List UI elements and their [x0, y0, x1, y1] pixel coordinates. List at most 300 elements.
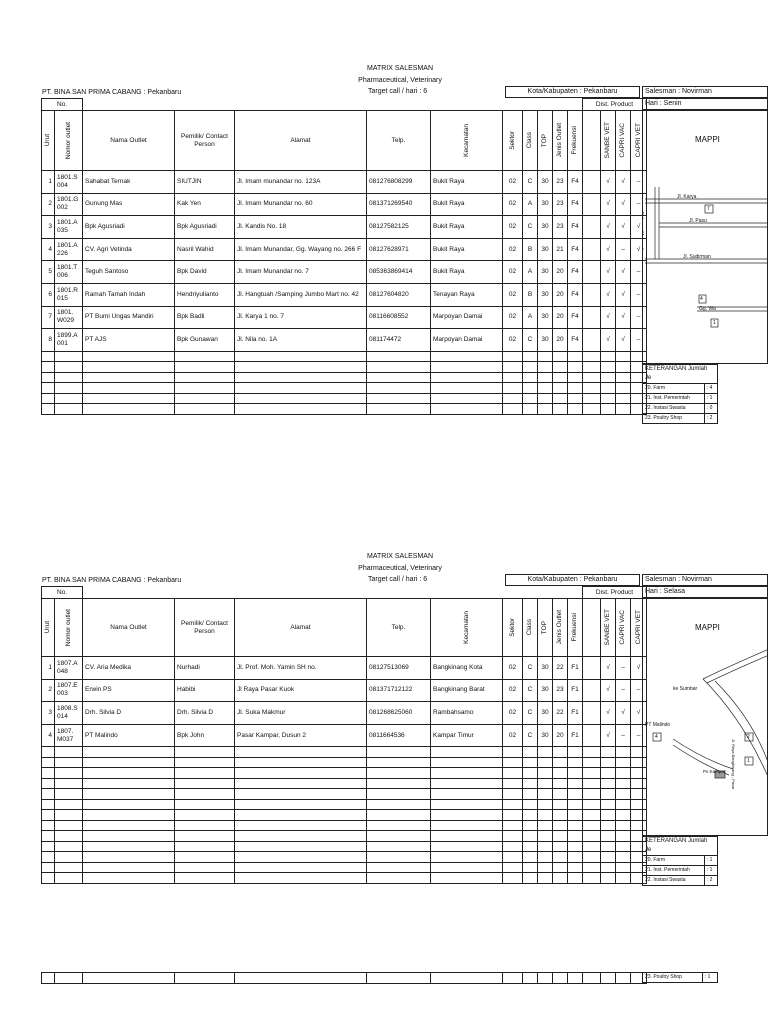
row-capri-vac: √	[616, 171, 631, 194]
row-spacer	[583, 329, 601, 352]
row-spacer	[583, 216, 601, 239]
row-jenis-outlet: 20	[553, 306, 568, 329]
keterangan-table-selasa	[642, 836, 718, 886]
row-class: C	[523, 216, 538, 239]
row-spacer	[583, 261, 601, 284]
row-class: C	[523, 171, 538, 194]
keterangan-label: 23. Poultry Shop	[643, 414, 705, 424]
row-alamat: Jl Raya Pasar Kuok	[235, 679, 367, 702]
row-telp: 08127604820	[367, 283, 431, 306]
header-nomor-outlet: Nomor outlet	[64, 121, 72, 160]
row-class: A	[523, 306, 538, 329]
row-urut: 7	[42, 306, 55, 329]
header-class: Class	[526, 619, 533, 636]
row-alamat: Jl. Prof. Moh. Yamin SH no.	[235, 657, 367, 680]
map-label: Jl. Imam Munandar	[642, 211, 644, 254]
header-capri-vet: CAPRI VET	[634, 610, 642, 645]
route-map-senin	[642, 110, 768, 364]
row-nomor-outlet: 1801.R 015	[55, 283, 83, 306]
row-urut: 2	[42, 193, 55, 216]
row-sanbe-vet: √	[601, 329, 616, 352]
row-top: 30	[538, 724, 553, 747]
row-sanbe-vet: √	[601, 261, 616, 284]
row-nomor-outlet: 1807.E 003	[55, 679, 83, 702]
row-nama-outlet: Gunung Mas	[83, 193, 175, 216]
row-kecamatan: Marpoyan Damai	[431, 329, 503, 352]
row-telp: 08127513069	[367, 657, 431, 680]
row-kecamatan: Bangkinang Kota	[431, 657, 503, 680]
row-sektor: 02	[503, 679, 523, 702]
row-capri-vet: –	[631, 724, 647, 747]
keterangan-value: : 4	[704, 384, 717, 394]
row-sanbe-vet: √	[601, 238, 616, 261]
row-top: 30	[538, 306, 553, 329]
keterangan-label: 23. Poultry Shop	[643, 973, 703, 983]
row-jenis-outlet: 23	[553, 171, 568, 194]
row-nomor-outlet: 1801.S 004	[55, 171, 83, 194]
kota-label: Kota/Kabupaten : Pekanbaru	[505, 574, 640, 586]
empty-row	[42, 393, 647, 404]
row-top: 30	[538, 657, 553, 680]
row-nama-outlet: Bpk Agusriadi	[83, 216, 175, 239]
header-class: Class	[526, 132, 533, 149]
row-nama-outlet: PT AJS	[83, 329, 175, 352]
row-frekuensi: F1	[568, 724, 583, 747]
map-marker: 4	[655, 734, 658, 740]
row-kecamatan: Tenayan Raya	[431, 283, 503, 306]
row-sektor: 02	[503, 193, 523, 216]
row-capri-vac: √	[616, 329, 631, 352]
row-class: C	[523, 657, 538, 680]
row-nama-outlet: CV. Aria Medika	[83, 657, 175, 680]
empty-row	[42, 768, 647, 779]
table-row	[42, 171, 647, 194]
row-nama-outlet: CV. Agri Vetinda	[83, 238, 175, 261]
sheet-title: MATRIX SALESMAN	[367, 65, 433, 72]
row-class: C	[523, 724, 538, 747]
row-jenis-outlet: 23	[553, 216, 568, 239]
row-capri-vac: –	[616, 238, 631, 261]
header-capri-vac: CAPRI VAC	[619, 123, 626, 158]
empty-row	[42, 810, 647, 821]
header-dist-product: Dist. Product	[583, 99, 647, 111]
row-alamat: Jl. Kandis No. 18	[235, 216, 367, 239]
keterangan-label: 20. Farm	[643, 856, 705, 866]
table-row	[42, 283, 647, 306]
row-nama-outlet: Drh. Silvia D	[83, 702, 175, 725]
row-sektor: 02	[503, 724, 523, 747]
row-pemilik: Nasril Wahid	[175, 238, 235, 261]
row-pemilik: Habibi	[175, 679, 235, 702]
row-nomor-outlet: 1808.S 014	[55, 702, 83, 725]
row-nomor-outlet: 1899.A 001	[55, 329, 83, 352]
row-pemilik: Bpk Badli	[175, 306, 235, 329]
row-capri-vac: –	[616, 657, 631, 680]
map-label: Jl. Karya	[677, 194, 697, 200]
header-urut: Urut	[44, 621, 51, 634]
row-pemilik: Hendriyulianto	[175, 283, 235, 306]
row-alamat: Jl. Imam munandar no. 123A	[235, 171, 367, 194]
row-capri-vet: –	[631, 679, 647, 702]
row-pemilik: Nurhadi	[175, 657, 235, 680]
row-class: C	[523, 679, 538, 702]
row-nama-outlet: Erwin PS	[83, 679, 175, 702]
row-kecamatan: Bukit Raya	[431, 193, 503, 216]
row-class: C	[523, 329, 538, 352]
map-marker: 1	[747, 758, 750, 764]
row-capri-vet: –	[631, 193, 647, 216]
row-alamat: Jl. Imam Munandar, Gg. Wayang no. 266 F	[235, 238, 367, 261]
row-capri-vac: –	[616, 724, 631, 747]
kota-label: Kota/Kabupaten : Pekanbaru	[505, 86, 640, 98]
row-frekuensi: F4	[568, 261, 583, 284]
row-telp: 085363869414	[367, 261, 431, 284]
row-sektor: 02	[503, 216, 523, 239]
row-alamat: Jl. Imam Munandar no. 60	[235, 193, 367, 216]
row-spacer	[583, 193, 601, 216]
row-spacer	[583, 702, 601, 725]
row-nomor-outlet: 1801.T 006	[55, 261, 83, 284]
row-urut: 4	[42, 724, 55, 747]
row-jenis-outlet: 20	[553, 329, 568, 352]
header-no: No.	[42, 587, 83, 599]
header-sektor: Sektor	[508, 131, 516, 150]
row-jenis-outlet: 22	[553, 702, 568, 725]
row-pemilik: Bpk Agusriadi	[175, 216, 235, 239]
mappi-label: MAPPI	[695, 135, 720, 144]
row-nomor-outlet: 1801.G 002	[55, 193, 83, 216]
row-alamat: Pasar Kampar, Dusun 2	[235, 724, 367, 747]
row-top: 30	[538, 329, 553, 352]
row-frekuensi: F4	[568, 171, 583, 194]
row-top: 30	[538, 216, 553, 239]
keterangan-value: : 0	[704, 404, 717, 414]
row-nomor-outlet: 1807.A 048	[55, 657, 83, 680]
keterangan-label: 21. Inst. Pemerintah	[643, 394, 705, 404]
row-telp: 08116608552	[367, 306, 431, 329]
row-telp: 081371269540	[367, 193, 431, 216]
row-sanbe-vet: √	[601, 679, 616, 702]
row-class: B	[523, 238, 538, 261]
header-nomor-outlet: Nomor outlet	[64, 608, 72, 647]
map-label: Ps Kampar	[703, 769, 726, 774]
header-frekuensi: Frekuensi	[571, 613, 578, 642]
map-marker: 4	[700, 296, 703, 302]
empty-row	[42, 372, 647, 383]
row-spacer	[583, 283, 601, 306]
map-drawing	[643, 111, 768, 364]
empty-row	[42, 862, 647, 873]
header-top: TOP	[541, 620, 548, 635]
mappi-label: MAPPI	[695, 623, 720, 632]
header-top: TOP	[541, 133, 548, 148]
keterangan-label: 22. Instasi Swasta	[643, 876, 705, 886]
keterangan-title: KETERANGAN Jumlah Je	[643, 837, 718, 856]
row-alamat: Jl. Nila no. 1A	[235, 329, 367, 352]
header-telp: Telp.	[367, 599, 431, 657]
header-alamat: Alamat	[235, 111, 367, 171]
row-capri-vet: –	[631, 171, 647, 194]
row-sektor: 02	[503, 283, 523, 306]
hari-label: Hari : Senin	[642, 98, 768, 110]
empty-row	[42, 831, 647, 842]
empty-row	[42, 778, 647, 789]
row-sanbe-vet: √	[601, 283, 616, 306]
row-top: 30	[538, 261, 553, 284]
empty-row	[42, 362, 647, 373]
header-jenis-outlet: Jenis Outlet	[556, 123, 563, 158]
empty-row	[42, 841, 647, 852]
header-capri-vac: CAPRI VAC	[619, 610, 626, 645]
row-nama-outlet: PT Bumi Ungas Mandiri	[83, 306, 175, 329]
row-capri-vet: √	[631, 238, 647, 261]
company-label: PT. BINA SAN PRIMA CABANG : Pekanbaru	[42, 89, 182, 96]
row-capri-vet: –	[631, 261, 647, 284]
row-class: A	[523, 261, 538, 284]
row-pemilik: SIUTJIN	[175, 171, 235, 194]
row-capri-vet: √	[631, 702, 647, 725]
row-capri-vac: √	[616, 306, 631, 329]
empty-row	[42, 789, 647, 800]
row-sanbe-vet: √	[601, 216, 616, 239]
header-frekuensi: Frekuensi	[571, 126, 578, 155]
row-jenis-outlet: 23	[553, 193, 568, 216]
empty-row	[42, 747, 647, 758]
row-frekuensi: F1	[568, 702, 583, 725]
row-urut: 8	[42, 329, 55, 352]
header-kecamatan: Kecamatan	[462, 611, 470, 644]
row-sektor: 02	[503, 238, 523, 261]
row-nomor-outlet: 1801. W029	[55, 306, 83, 329]
row-capri-vac: √	[616, 702, 631, 725]
header-kecamatan: Kecamatan	[462, 124, 470, 157]
row-jenis-outlet: 22	[553, 657, 568, 680]
header-sanbe-vet: SANBE VET	[604, 609, 611, 646]
header-urut: Urut	[44, 134, 51, 147]
row-nomor-outlet: 1801.A 035	[55, 216, 83, 239]
keterangan-value: : 1	[702, 973, 717, 983]
salesman-label: Salesman : Novirman	[642, 574, 768, 586]
row-nomor-outlet: 1807. M037	[55, 724, 83, 747]
keterangan-title: KETERANGAN Jumlah Je	[643, 365, 718, 384]
row-urut: 3	[42, 702, 55, 725]
empty-row	[42, 404, 647, 415]
keterangan-value: : 1	[704, 394, 717, 404]
map-drawing	[643, 599, 768, 836]
row-sanbe-vet: √	[601, 657, 616, 680]
map-marker: 2	[747, 734, 750, 740]
company-label: PT. BINA SAN PRIMA CABANG : Pekanbaru	[42, 577, 182, 584]
row-kecamatan: Bangkinang Barat	[431, 679, 503, 702]
map-label: Gg. Wa	[699, 306, 716, 312]
row-spacer	[583, 171, 601, 194]
row-sektor: 02	[503, 306, 523, 329]
header-pemilik: Pemilik/ Contact Person	[175, 599, 235, 657]
table-row	[42, 261, 647, 284]
empty-row	[42, 799, 647, 810]
row-urut: 4	[42, 238, 55, 261]
sheet-subtitle: Pharmaceutical, Veterinary	[358, 565, 442, 572]
row-nomor-outlet: 1801.A 226	[55, 238, 83, 261]
row-pemilik: Bpk John	[175, 724, 235, 747]
row-class: A	[523, 193, 538, 216]
row-top: 30	[538, 171, 553, 194]
row-capri-vet: –	[631, 283, 647, 306]
row-frekuensi: F4	[568, 283, 583, 306]
sheet-subtitle: Pharmaceutical, Veterinary	[358, 77, 442, 84]
keterangan-label: 22. Instasi Swasta	[643, 404, 705, 414]
row-pemilik: Drh. Silvia D	[175, 702, 235, 725]
row-top: 30	[538, 702, 553, 725]
target-label: Target call / hari : 6	[368, 576, 428, 583]
row-spacer	[583, 724, 601, 747]
table-row	[42, 306, 647, 329]
table-row	[42, 216, 647, 239]
row-jenis-outlet: 20	[553, 724, 568, 747]
row-alamat: Jl. Imam Munandar no. 7	[235, 261, 367, 284]
header-capri-vet: CAPRI VET	[634, 123, 642, 158]
empty-row	[42, 757, 647, 768]
row-nama-outlet: Teguh Santoso	[83, 261, 175, 284]
empty-row	[42, 383, 647, 394]
row-urut: 1	[42, 171, 55, 194]
row-nama-outlet: PT Malindo	[83, 724, 175, 747]
row-jenis-outlet: 21	[553, 238, 568, 261]
row-spacer	[583, 657, 601, 680]
row-top: 30	[538, 238, 553, 261]
row-telp: 0811664536	[367, 724, 431, 747]
row-capri-vac: –	[616, 679, 631, 702]
header-nama-outlet: Nama Outlet	[83, 599, 175, 657]
row-frekuensi: F4	[568, 329, 583, 352]
row-frekuensi: F1	[568, 657, 583, 680]
row-frekuensi: F4	[568, 306, 583, 329]
map-label: PT Malindo	[645, 722, 671, 728]
keterangan-value: : 2	[704, 414, 717, 424]
row-kecamatan: Bukit Raya	[431, 238, 503, 261]
row-spacer	[583, 679, 601, 702]
row-jenis-outlet: 20	[553, 261, 568, 284]
row-nama-outlet: Sahabat Ternak	[83, 171, 175, 194]
matrix-table	[41, 586, 647, 884]
row-telp: 081371712122	[367, 679, 431, 702]
header-nama-outlet: Nama Outlet	[83, 111, 175, 171]
keterangan-label: 21. Inst. Pemerintah	[643, 866, 705, 876]
header-no: No.	[42, 99, 83, 111]
header-dist-product: Dist. Product	[583, 587, 647, 599]
row-frekuensi: F4	[568, 193, 583, 216]
row-capri-vet: √	[631, 216, 647, 239]
row-sektor: 02	[503, 261, 523, 284]
row-telp: 081174472	[367, 329, 431, 352]
keterangan-table-senin	[642, 364, 718, 424]
row-nama-outlet: Ramah Tamah Indah	[83, 283, 175, 306]
table-row	[42, 724, 647, 747]
row-telp: 081276808299	[367, 171, 431, 194]
row-top: 30	[538, 193, 553, 216]
row-kecamatan: Bukit Raya	[431, 171, 503, 194]
hari-label: Hari : Selasa	[642, 586, 768, 598]
row-capri-vet: –	[631, 306, 647, 329]
map-marker: 7	[707, 206, 710, 212]
table-row	[42, 329, 647, 352]
table-row	[42, 702, 647, 725]
row-sanbe-vet: √	[601, 724, 616, 747]
table-row	[42, 238, 647, 261]
row-alamat: Jl. Karya 1 no. 7	[235, 306, 367, 329]
row-sanbe-vet: √	[601, 702, 616, 725]
row-telp: 081268625060	[367, 702, 431, 725]
keterangan-value: : 2	[704, 876, 717, 886]
row-top: 30	[538, 283, 553, 306]
row-capri-vac: √	[616, 216, 631, 239]
row-capri-vac: √	[616, 261, 631, 284]
row-spacer	[583, 306, 601, 329]
footer-keterangan	[642, 972, 718, 983]
row-urut: 5	[42, 261, 55, 284]
row-capri-vet: –	[631, 329, 647, 352]
header-sektor: Sektor	[508, 618, 516, 637]
row-sektor: 02	[503, 329, 523, 352]
row-sektor: 02	[503, 171, 523, 194]
row-capri-vac: √	[616, 283, 631, 306]
row-class: C	[523, 702, 538, 725]
row-class: B	[523, 283, 538, 306]
row-telp: 08127582125	[367, 216, 431, 239]
row-alamat: Jl. Hangtuah /Samping Jumbo Mart no. 42	[235, 283, 367, 306]
row-sanbe-vet: √	[601, 171, 616, 194]
row-kecamatan: Rambahsamo	[431, 702, 503, 725]
row-frekuensi: F1	[568, 679, 583, 702]
table-row	[42, 657, 647, 680]
header-sanbe-vet: SANBE VET	[604, 122, 611, 159]
row-urut: 6	[42, 283, 55, 306]
empty-row	[42, 852, 647, 863]
row-jenis-outlet: 23	[553, 679, 568, 702]
matrix-table	[41, 98, 647, 415]
target-label: Target call / hari : 6	[368, 88, 428, 95]
row-pemilik: Kak Yen	[175, 193, 235, 216]
keterangan-label: 20. Farm	[643, 384, 705, 394]
row-kecamatan: Bukit Raya	[431, 261, 503, 284]
empty-row	[42, 873, 647, 884]
row-urut: 1	[42, 657, 55, 680]
keterangan-value: : 1	[704, 866, 717, 876]
map-label: Jl. Raya Bangkinang - Pasar	[731, 739, 736, 790]
header-alamat: Alamat	[235, 599, 367, 657]
footer-row-table	[41, 972, 647, 984]
table-row	[42, 193, 647, 216]
route-map-selasa	[642, 598, 768, 836]
row-telp: 08127628971	[367, 238, 431, 261]
row-sektor: 02	[503, 657, 523, 680]
row-sektor: 02	[503, 702, 523, 725]
row-urut: 2	[42, 679, 55, 702]
row-capri-vet: √	[631, 657, 647, 680]
table-row	[42, 679, 647, 702]
sheet-title: MATRIX SALESMAN	[367, 553, 433, 560]
empty-row	[42, 820, 647, 831]
row-spacer	[583, 238, 601, 261]
row-kecamatan: Bukit Raya	[431, 216, 503, 239]
map-label: Jl. Sudirman	[683, 254, 711, 260]
header-jenis-outlet: Jenis Outlet	[556, 610, 563, 645]
row-sanbe-vet: √	[601, 193, 616, 216]
header-telp: Telp.	[367, 111, 431, 171]
row-pemilik: Bpk Gunawan	[175, 329, 235, 352]
row-frekuensi: F4	[568, 216, 583, 239]
row-alamat: Jl. Suka Makmur	[235, 702, 367, 725]
